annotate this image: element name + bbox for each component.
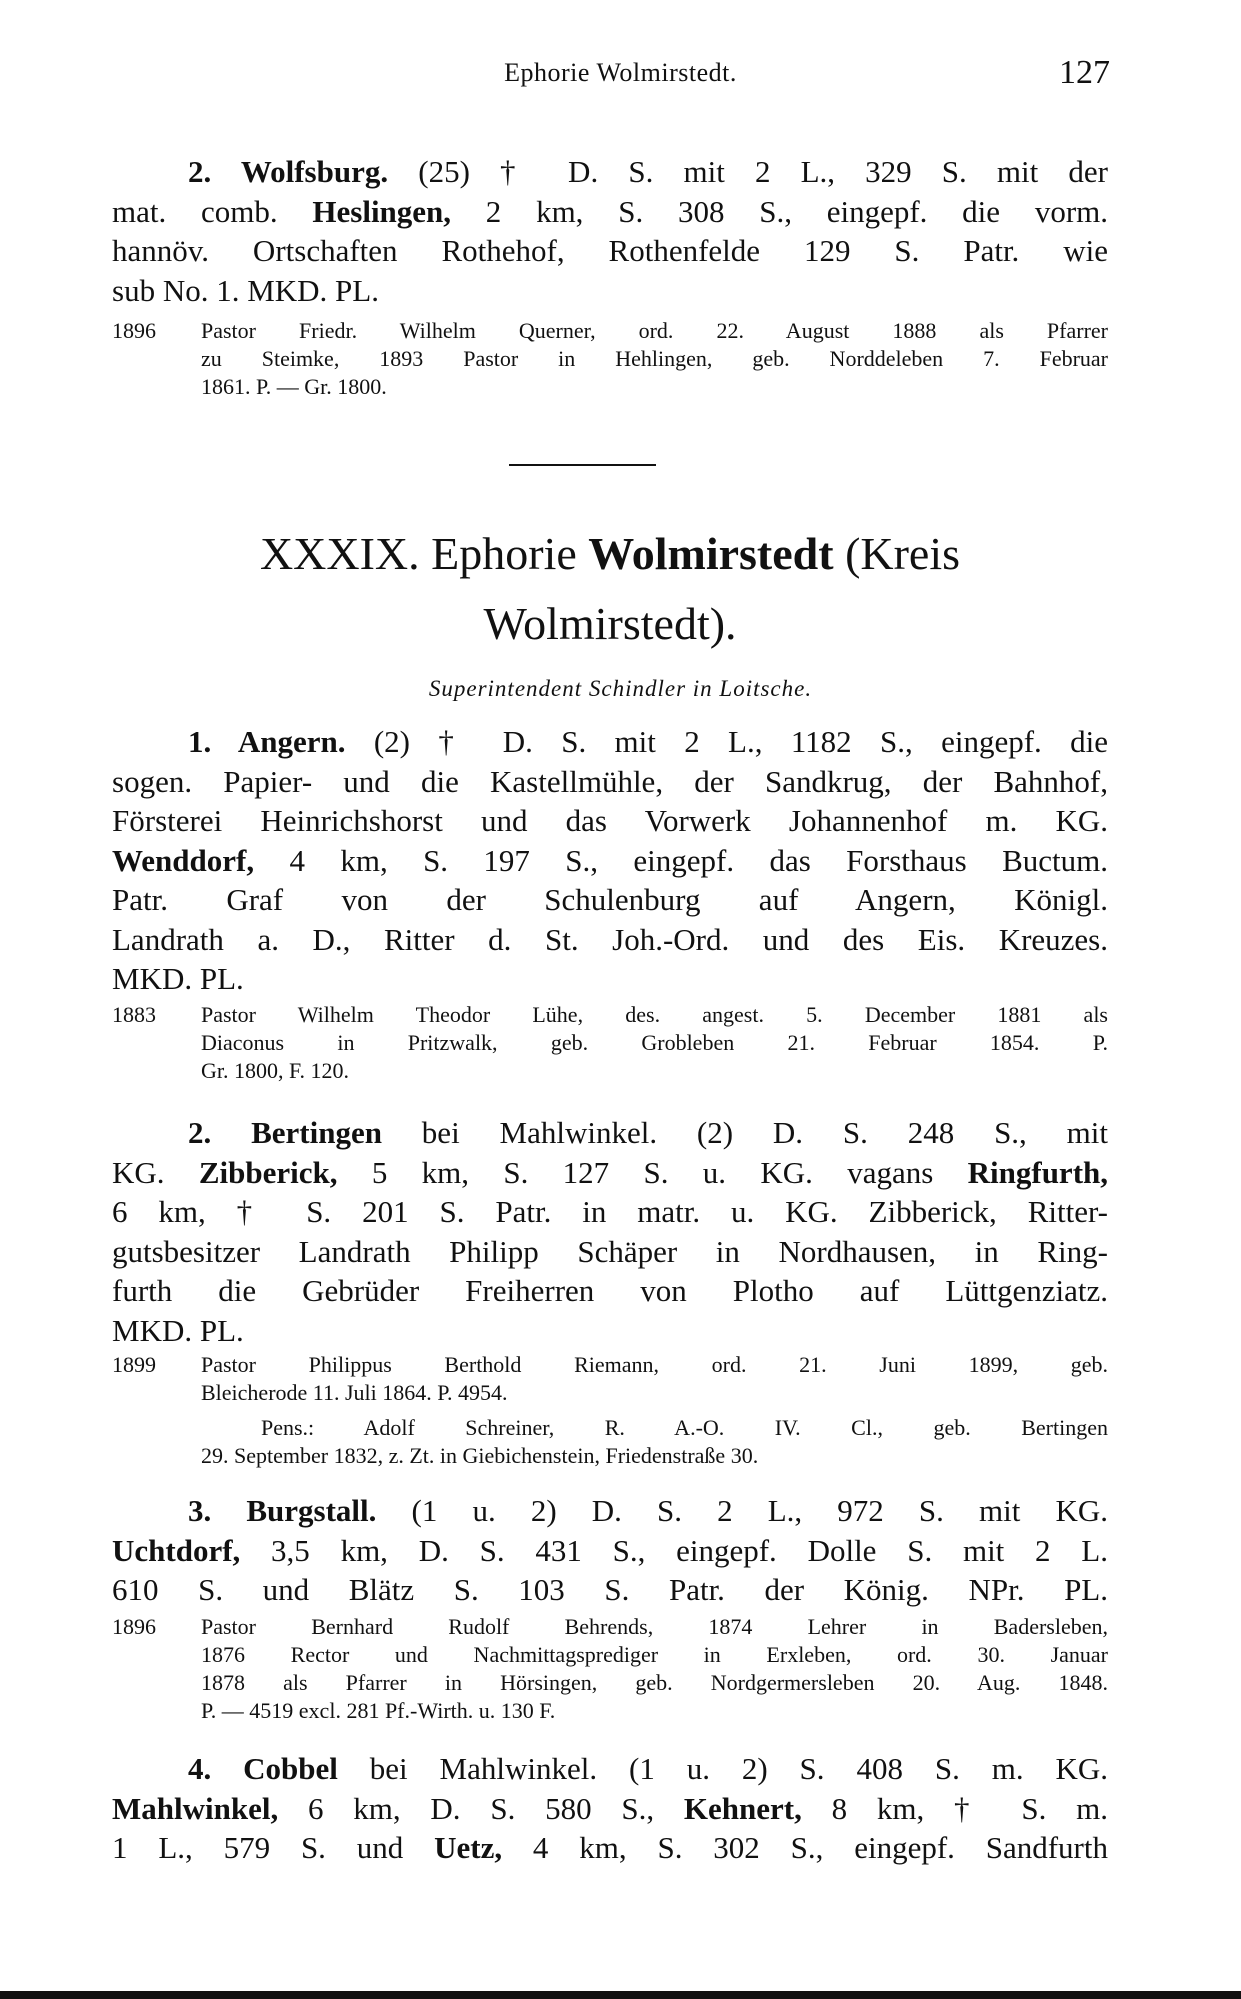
entry-text: 6 km, † S. 201 S. Patr. in matr. u. KG. Zibberick, Ritter- xyxy=(112,1194,1108,1229)
parish-entry xyxy=(112,1749,1108,1868)
entry-text: (1 u. 2) D. S. 2 L., 972 S. mit KG. xyxy=(376,1493,1108,1528)
entry-text: furth die Gebrüder Freiherren von Plotho auf Lüttgenziatz. xyxy=(112,1273,1108,1308)
entry-text: 8 km, † S. m. xyxy=(801,1790,1108,1826)
section-heading-line2: Wolmirstedt). xyxy=(483,598,737,649)
place-name: 4. Cobbel xyxy=(188,1751,338,1786)
entry-text: 2 km, S. 308 S., eingepf. die vorm. xyxy=(451,193,1109,229)
place-name: 2. Bertingen xyxy=(188,1115,382,1150)
entry-text: KG. xyxy=(112,1154,199,1190)
place-name: Ringfurth, xyxy=(967,1154,1109,1190)
entry-text: Försterei Heinrichshorst und das Vorwerk Johannenhof m. KG. xyxy=(112,803,1108,838)
superintendent-line: Superintendent Schindler in Loitsche. xyxy=(428,676,813,701)
entry-text: MKD. PL. xyxy=(112,961,244,996)
heading-suffix: (Kreis xyxy=(833,528,961,579)
heading-prefix: XXXIX. Ephorie xyxy=(259,528,589,579)
note-line: Pens.: Adolf Schreiner, R. A.-O. IV. Cl., geb. Bertingen xyxy=(261,1415,1108,1440)
entry-text: MKD. PL. xyxy=(112,1312,244,1348)
entry-text: 1 L., 579 S. und xyxy=(112,1830,435,1865)
entry-line xyxy=(112,1232,1108,1272)
entry-text: bei Mahlwinkel. (2) D. S. 248 S., mit xyxy=(381,1115,1108,1150)
entry-line xyxy=(112,762,1108,802)
entry-line xyxy=(112,1153,1108,1193)
pastor-note xyxy=(112,1613,1108,1725)
place-name: Mahlwinkel, xyxy=(112,1790,279,1826)
note-year: 1896 xyxy=(112,318,156,343)
note-line: Pastor Wilhelm Theodor Lühe, des. angest. 5. December 1881 als xyxy=(201,1002,1108,1027)
pension-note xyxy=(112,1414,1108,1470)
place-name: Heslingen, xyxy=(312,193,452,229)
entry-text: 4 km, S. 197 S., eingepf. das Forsthaus Buctum. xyxy=(254,842,1108,878)
section-divider xyxy=(509,464,656,466)
note-line: 29. September 1832, z. Zt. in Giebichenstein, Friedenstraße 30. xyxy=(201,1443,759,1468)
parish-entry xyxy=(112,722,1108,999)
entry-line xyxy=(112,841,1108,881)
place-name: 2. Wolfsburg. xyxy=(188,154,389,189)
place-name: 3. Burgstall. xyxy=(188,1493,377,1528)
entry-line xyxy=(112,1570,1108,1610)
parish-entry xyxy=(112,1491,1108,1610)
entry-text: sogen. Papier- und die Kastellmühle, der Sandkrug, der Bahnhof, xyxy=(112,763,1108,799)
place-name: Uetz, xyxy=(434,1830,503,1865)
note-line: Pastor Friedr. Wilhelm Querner, ord. 22. August 1888 als Pfarrer xyxy=(201,318,1108,343)
note-line: Gr. 1800, F. 120. xyxy=(201,1058,349,1083)
note-line: 1878 als Pfarrer in Hörsingen, geb. Nordgermersleben 20. Aug. 1848. xyxy=(201,1670,1108,1695)
pastor-note xyxy=(112,1001,1108,1085)
note-line: 1861. P. — Gr. 1800. xyxy=(201,374,387,399)
entry-line xyxy=(112,1271,1108,1311)
pastor-note xyxy=(112,317,1108,401)
place-name: 1. Angern. xyxy=(188,724,346,759)
entry-text: Patr. Graf von der Schulenburg auf Angern, Königl. xyxy=(112,882,1108,917)
running-header: Ephorie Wolmirstedt. xyxy=(504,58,737,87)
place-name: Uchtdorf, xyxy=(112,1532,241,1568)
scan-border xyxy=(0,1991,1241,1999)
entry-line xyxy=(112,959,1108,999)
entry-text: Landrath a. D., Ritter d. St. Joh.-Ord. und des Eis. Kreuzes. xyxy=(112,921,1108,957)
entry-text: 4 km, S. 302 S., eingepf. Sandfurth xyxy=(502,1830,1108,1865)
entry-text: (25) † D. S. mit 2 L., 329 S. mit der xyxy=(388,154,1108,189)
note-line: Bleicherode 11. Juli 1864. P. 4954. xyxy=(201,1380,508,1405)
entry-line xyxy=(112,192,1108,232)
pastor-note xyxy=(112,1351,1108,1407)
entry-line xyxy=(112,1789,1108,1829)
entry-text: 5 km, S. 127 S. u. KG. vagans xyxy=(337,1154,968,1190)
entry-text: 6 km, D. S. 580 S., xyxy=(278,1790,684,1826)
entry-text: sub No. 1. MKD. PL. xyxy=(112,272,379,308)
place-name: Kehnert, xyxy=(683,1790,802,1826)
section-heading xyxy=(112,524,1108,584)
entry-text: bei Mahlwinkel. (1 u. 2) S. 408 S. m. KG. xyxy=(337,1751,1108,1786)
entry-line xyxy=(112,1311,1108,1351)
parish-entry xyxy=(112,1113,1108,1350)
note-line: zu Steimke, 1893 Pastor in Hehlingen, geb. Norddeleben 7. Februar xyxy=(201,346,1108,371)
entry-text: 3,5 km, D. S. 431 S., eingepf. Dolle S. mit 2 L. xyxy=(240,1532,1108,1568)
note-line: 1876 Rector und Nachmittagsprediger in Erxleben, ord. 30. Januar xyxy=(201,1642,1108,1667)
note-line: Pastor Bernhard Rudolf Behrends, 1874 Lehrer in Badersleben, xyxy=(201,1614,1108,1639)
entry-line xyxy=(112,1491,1108,1531)
entry-line xyxy=(112,722,1108,762)
entry-line xyxy=(112,1828,1108,1868)
entry-line xyxy=(112,1192,1108,1232)
note-line: Diaconus in Pritzwalk, geb. Grobleben 21. Februar 1854. P. xyxy=(201,1030,1108,1055)
place-name: Zibberick, xyxy=(198,1154,338,1190)
note-year: 1883 xyxy=(112,1002,156,1027)
entry-line xyxy=(112,801,1108,841)
note-line: Pastor Philippus Berthold Riemann, ord. 21. Juni 1899, geb. xyxy=(201,1352,1108,1377)
entry-line xyxy=(112,1531,1108,1571)
entry-line xyxy=(112,1113,1108,1153)
entry-line xyxy=(112,920,1108,960)
entry-line xyxy=(112,231,1108,271)
parish-entry xyxy=(112,152,1108,310)
page-number: 127 xyxy=(1059,54,1110,91)
place-name: Wenddorf, xyxy=(112,842,255,878)
note-line: P. — 4519 excl. 281 Pf.-Wirth. u. 130 F. xyxy=(201,1698,556,1723)
entry-line xyxy=(112,880,1108,920)
entry-text: gutsbesitzer Landrath Philipp Schäper in Nordhausen, in Ring- xyxy=(112,1233,1108,1269)
entry-text: (2) † D. S. mit 2 L., 1182 S., eingepf. die xyxy=(345,724,1108,759)
entry-line xyxy=(112,1749,1108,1789)
note-year: 1896 xyxy=(112,1614,156,1639)
heading-bold: Wolmirstedt xyxy=(588,528,834,579)
entry-text: mat. comb. xyxy=(112,193,313,229)
entry-text: 610 S. und Blätz S. 103 S. Patr. der König. NPr. PL. xyxy=(112,1572,1108,1607)
entry-line xyxy=(112,152,1108,192)
entry-line xyxy=(112,271,1108,311)
note-year: 1899 xyxy=(112,1352,156,1377)
entry-text: hannöv. Ortschaften Rothehof, Rothenfelde 129 S. Patr. wie xyxy=(112,233,1108,268)
